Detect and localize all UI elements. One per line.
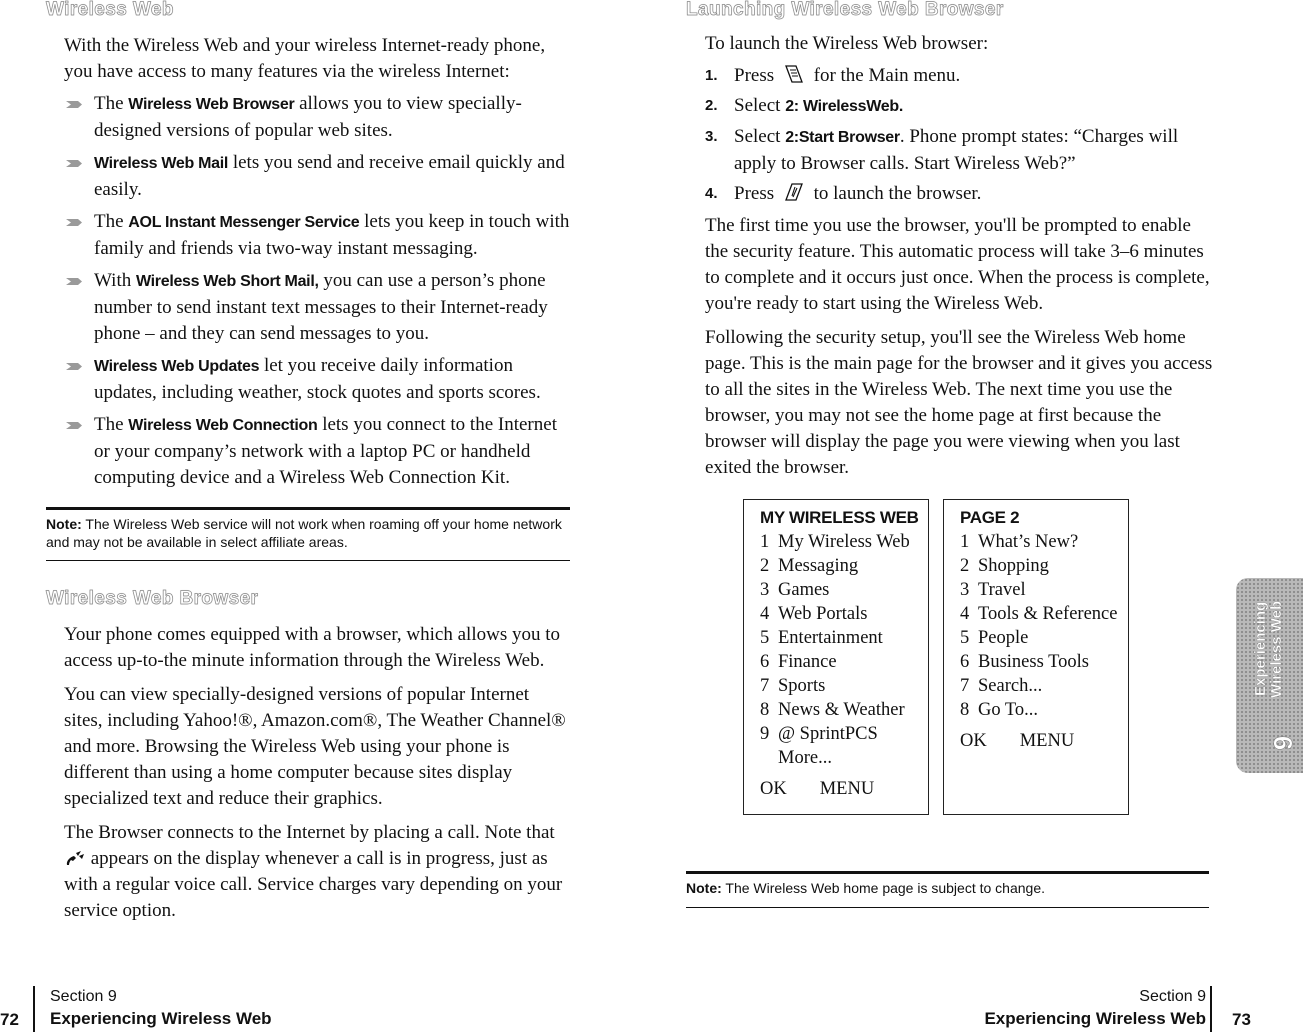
step-item: 1. Press for the Main menu.	[705, 63, 1213, 89]
browser-paragraph-2: You can view specially-designed versions of popular Internet sites, including Yahoo!®, Amazon.com®, The Weather Channel® and more. Browsing the Wireless Web using your phone is different than using a home computer because sites display specialized text and reduce their graphics.	[64, 684, 566, 809]
section-heading-launching-browser: Launching Wireless Web Browser	[686, 0, 1004, 20]
section-heading-wireless-web-browser: Wireless Web Browser	[46, 588, 259, 609]
footer-right	[984, 986, 1206, 1030]
menu-item: 4 Web Portals	[760, 604, 868, 624]
menu-softkey: MENU	[1019, 731, 1075, 751]
left-page	[0, 0, 640, 1033]
menu-item: 2 Shopping	[960, 556, 1049, 576]
call-in-progress-icon	[64, 849, 86, 867]
arrow-bullet-icon	[66, 100, 82, 109]
home-page-note	[686, 871, 1209, 908]
intro-paragraph: With the Wireless Web and your wireless Internet-ready phone, you have access to many features via the wireless Internet:	[64, 35, 546, 82]
screen-title: PAGE 2	[960, 508, 1020, 527]
menu-item: 5 Entertainment	[760, 628, 883, 648]
menu-item: 6 Business Tools	[960, 652, 1089, 672]
menu-item: 3 Games	[760, 580, 830, 600]
step-item: 2. Select 2: WirelessWeb.	[705, 93, 1213, 120]
menu-item: 5 People	[960, 628, 1029, 648]
security-paragraph: The first time you use the browser, you'll be prompted to enable the security feature. This automatic process will take 3–6 minutes to complete and it occurs just once. When the process is complete, you're ready to start using the Wireless Web.	[705, 215, 1210, 314]
bold-term: AOL Instant Messenger Service	[128, 214, 360, 231]
bold-term: Wireless Web Browser	[128, 96, 295, 113]
list-item: Wireless Web Updates let you receive daily information updates, including weather, stock quotes and sports scores.	[64, 353, 574, 406]
menu-item: 9 @ SprintPCS	[760, 724, 878, 744]
footer-section: Section 9	[50, 988, 117, 1005]
list-item: The Wireless Web Browser allows you to view specially-designed versions of popular web sites.	[64, 91, 574, 144]
launch-steps	[705, 63, 1213, 207]
menu-item: 8 News & Weather	[760, 700, 905, 720]
bold-term: Wireless Web Short Mail,	[135, 273, 319, 290]
footer-section: Section 9	[1139, 988, 1206, 1005]
bold-term: Wireless Web Updates	[94, 358, 260, 375]
step-number: 3.	[705, 128, 718, 145]
arrow-bullet-icon	[66, 421, 82, 430]
note-text: The Wireless Web home page is subject to change.	[721, 880, 1045, 896]
right-page	[652, 0, 1303, 1033]
home-page-paragraph: Following the security setup, you'll see the Wireless Web home page. This is the main page for the browser and it gives you access to all the sites in the Wireless Web. The next time you use the browser, you may not see the home page at first because the browser will display the page you were viewing when you last exited the browser.	[705, 327, 1213, 478]
ok-softkey: OK	[760, 779, 787, 799]
feature-list	[64, 91, 574, 491]
softkeys	[960, 729, 1128, 753]
list-item: With Wireless Web Short Mail, you can use a person’s phone number to send instant text messages to their Internet-ready phone – and they can send messages to you.	[64, 268, 574, 347]
section-heading-wireless-web: Wireless Web	[46, 0, 174, 20]
browser-paragraph-1: Your phone comes equipped with a browser, which allows you to access up-to-the minute information through the Wireless Web.	[64, 624, 560, 671]
footer-rule-left	[33, 986, 35, 1032]
arrow-bullet-icon	[66, 277, 82, 286]
menu-item: 1 What’s New?	[960, 532, 1079, 552]
launch-block	[705, 31, 1213, 481]
list-item: Wireless Web Mail lets you send and receive email quickly and easily.	[64, 150, 574, 203]
ok-key-icon	[783, 181, 805, 203]
menu-softkey: MENU	[819, 779, 875, 799]
footer-rule-right	[1210, 986, 1212, 1032]
menu-item: 1 My Wireless Web	[760, 532, 910, 552]
bold-term: Wireless Web Mail	[94, 155, 229, 172]
browser-text-block	[64, 622, 570, 924]
step-number: 2.	[705, 97, 718, 114]
phone-screen-page-2	[943, 499, 1129, 815]
list-item: The AOL Instant Messenger Service lets you keep in touch with family and friends via two-way instant messaging.	[64, 209, 574, 262]
arrow-bullet-icon	[66, 362, 82, 371]
launch-intro: To launch the Wireless Web browser:	[705, 33, 989, 54]
page-number-left: 72	[0, 1010, 19, 1029]
menu-item: 4 Tools & Reference	[960, 604, 1118, 624]
menu-item: 2 Messaging	[760, 556, 859, 576]
softkeys	[760, 777, 928, 801]
page-number-right: 73	[1232, 1010, 1251, 1029]
more-item: More...	[778, 748, 832, 768]
arrow-bullet-icon	[66, 159, 82, 168]
ok-softkey: OK	[960, 731, 987, 751]
menu-item: 7 Search...	[960, 676, 1043, 696]
note-text: The Wireless Web service will not work when roaming off your home network and may not be available in select affiliate areas.	[46, 516, 562, 550]
footer-title: Experiencing Wireless Web	[984, 1009, 1206, 1028]
menu-item: 7 Sports	[760, 676, 826, 696]
thumb-tab-label: Experiencing Wireless Web	[1252, 600, 1285, 698]
thumb-tab-number: 9	[1268, 735, 1298, 751]
menu-item: 8 Go To...	[960, 700, 1039, 720]
bold-term: 2:Start Browser	[785, 129, 900, 146]
bold-term: Wireless Web Connection	[128, 417, 318, 434]
menu-item: 6 Finance	[760, 652, 837, 672]
screen-title: MY WIRELESS WEB	[760, 508, 919, 527]
menu-item: 3 Travel	[960, 580, 1026, 600]
footer-left	[50, 986, 272, 1030]
note-label: Note:	[686, 880, 722, 896]
step-number: 4.	[705, 185, 718, 202]
step-item: 4. Press to launch the browser.	[705, 181, 1213, 207]
arrow-bullet-icon	[66, 218, 82, 227]
browser-paragraph-3: The Browser connects to the Internet by placing a call. Note that appears on the display whenever a call is in progress, just as with a regular voice call. Service charges vary depending on your service option.	[64, 822, 563, 921]
menu-key-icon	[783, 63, 805, 85]
step-item: 3. Select 2:Start Browser. Phone prompt states: “Charges will apply to Browser calls. Start Wireless Web?”	[705, 126, 1179, 174]
roaming-note	[46, 507, 570, 561]
phone-screen-my-wireless-web	[743, 499, 929, 815]
intro-block	[64, 33, 574, 497]
note-label: Note:	[46, 516, 82, 532]
bold-term: 2: WirelessWeb.	[785, 98, 903, 115]
footer-title: Experiencing Wireless Web	[50, 1009, 272, 1028]
step-number: 1.	[705, 67, 718, 84]
list-item: The Wireless Web Connection lets you connect to the Internet or your company’s network with a laptop PC or handheld computing device and a Wireless Web Connection Kit.	[64, 412, 574, 491]
